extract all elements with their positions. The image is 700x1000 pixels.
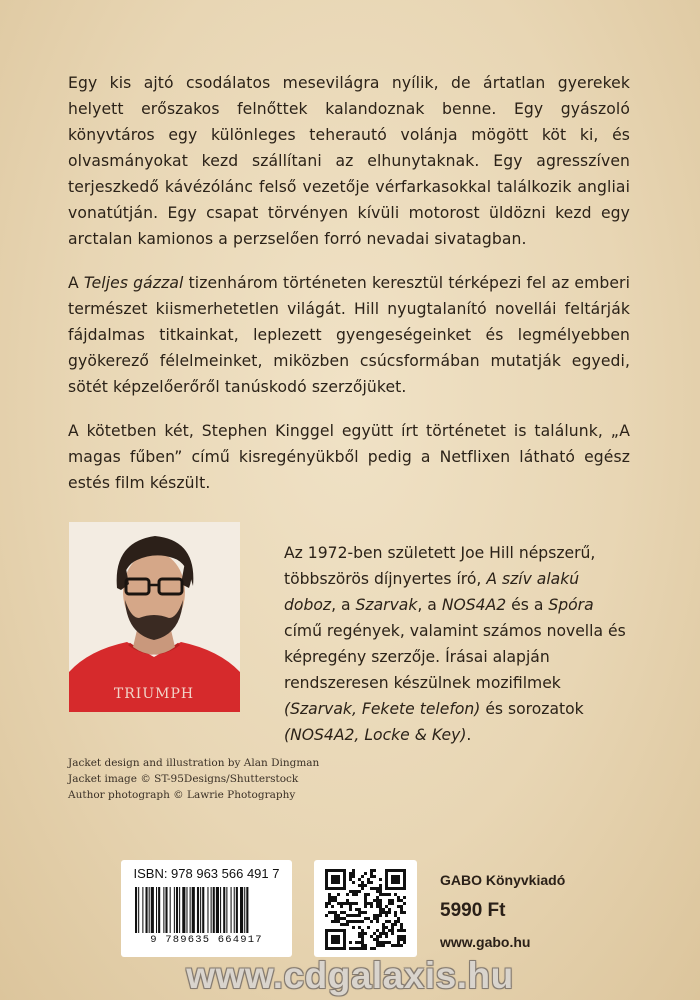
bio-book-title: A szív alakú doboz bbox=[284, 570, 580, 614]
blurb-text: A bbox=[68, 274, 84, 292]
bio-text: című regények, valamint számos novella és képregény szerzője. Írásai alapján rendszeresen készülnek mozifilmek bbox=[284, 622, 626, 692]
credit-line: Author photograph © Lawrie Photography bbox=[68, 789, 296, 801]
bio-text: és sorozatok bbox=[480, 700, 584, 718]
book-title: Teljes gázzal bbox=[83, 274, 184, 292]
credit-line: Jacket design and illustration by Alan Dingman bbox=[68, 757, 320, 769]
bio-text: . bbox=[466, 726, 472, 744]
publisher-info bbox=[440, 872, 565, 950]
blurb-paragraph-1: Egy kis ajtó csodálatos mesevilágra nyílik, de ártatlan gyerekek helyett erőszakos felnőttek kalandoznak benne. Egy gyászoló könyvtáros egy különleges teherautó volánja mögött köt ki, és olvasmányokat kezd szállítani az elhunytaknak. Egy agresszíven terjeszkedő kávézólánc felső vezetője vérfarkasokkal találkozik angliai vonatútján. Egy csapat törvényen kívüli motorost üldözni kezd egy arctalan kamionos a perzselően forró nevadai sivatagban. bbox=[68, 74, 630, 248]
blurb-text: tizenhárom történeten keresztül térképezi fel az emberi természet kiismerhetetlen világát. Hill nyugtalanító novellái feltárják fájdalmas titkainkat, leplezett gyengeségeinket és legmélyebben gyökerező félelmeinket, miközben csúcsformában mutatják egyedi, sötét képzelőerőről tanúskodó szerzőjüket. bbox=[68, 274, 631, 396]
publisher-name: GABO Könyvkiadó bbox=[440, 872, 566, 888]
bio-text: , a bbox=[331, 596, 356, 614]
qr-code bbox=[314, 860, 417, 957]
bio-book-title: Spóra bbox=[548, 596, 594, 614]
blurb-paragraph-3: A kötetben két, Stephen Kinggel együtt írt történetet is találunk, „A magas fűben” című kisregényükből pedig a Netflixen látható egész estés film készült. bbox=[68, 422, 630, 492]
blurb-paragraph-2 bbox=[68, 270, 630, 400]
bio-text: Az 1972-ben született Joe Hill népszerű, többszörös díjnyertes író, bbox=[284, 544, 596, 588]
author-bio bbox=[284, 540, 630, 748]
shirt-print: TRIUMPH bbox=[113, 686, 195, 702]
bio-text: és a bbox=[506, 596, 549, 614]
barcode-bars bbox=[133, 887, 280, 933]
credit-line: Jacket image © ST-95Designs/Shutterstock bbox=[68, 773, 299, 785]
bio-film-titles: (Szarvak, Fekete telefon) bbox=[284, 700, 481, 718]
isbn-barcode bbox=[121, 860, 292, 957]
bio-book-title: NOS4A2 bbox=[441, 596, 507, 614]
jacket-credits bbox=[68, 755, 319, 803]
author-photo bbox=[69, 522, 240, 712]
qr-code-icon bbox=[325, 869, 406, 950]
bio-series-titles: (NOS4A2, Locke & Key) bbox=[284, 726, 467, 744]
bio-text: , a bbox=[417, 596, 442, 614]
bio-book-title: Szarvak bbox=[355, 596, 418, 614]
watermark: www.cdgalaxis.hu bbox=[186, 955, 514, 996]
price: 5990 Ft bbox=[440, 900, 506, 921]
barcode-number: 9 789635 664917 bbox=[150, 934, 263, 946]
publisher-website: www.gabo.hu bbox=[440, 934, 531, 950]
isbn-label: ISBN: 978 963 566 491 7 bbox=[133, 866, 280, 881]
